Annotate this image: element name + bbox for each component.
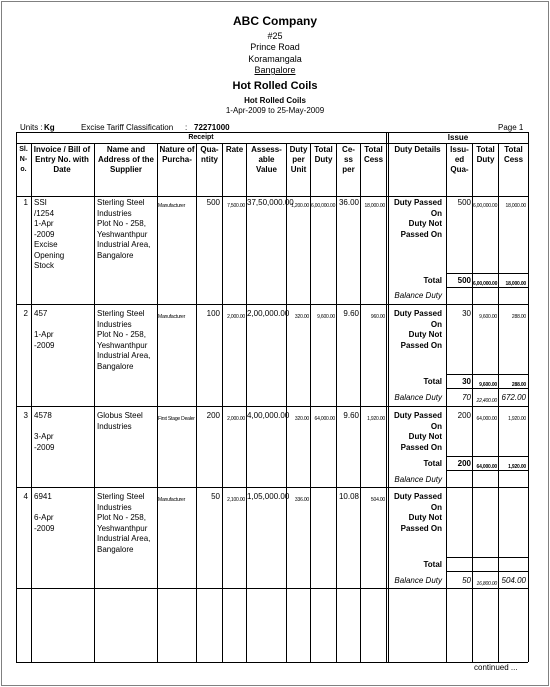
total-cess: 504.00 — [370, 497, 385, 503]
assessable-value: 37,50,000.00 — [247, 198, 294, 207]
invoice-line: Excise — [34, 240, 58, 249]
company-city-wrap — [0, 65, 550, 75]
col-header-supplier: Name and Address of the Supplier — [97, 145, 154, 174]
company-name: ABC Company — [232, 14, 317, 28]
issued-quantity: 30 — [462, 309, 471, 318]
company-city: Bangalore — [254, 65, 296, 75]
cess-per: 10.08 — [338, 492, 359, 501]
total-rule — [446, 374, 528, 375]
total-label: Total — [423, 459, 442, 468]
col-sep — [336, 143, 337, 662]
total-duty: 6,00,000.00 — [311, 203, 336, 209]
issue-total-cess: 1,920.00 — [508, 416, 526, 422]
total-rule — [446, 388, 528, 389]
report-title: Hot Rolled Coils — [232, 80, 318, 92]
supplier-line: Industries — [97, 319, 132, 329]
invoice-line: /1254 — [34, 208, 55, 218]
quantity: 500 — [206, 198, 220, 207]
balance-duty-label: Balance Duty — [394, 393, 442, 402]
supplier-line: Globus Steel — [97, 411, 143, 420]
duty-per-unit: 336.00 — [294, 497, 309, 503]
issue-total-duty: 9,600.00 — [479, 314, 497, 320]
col-header-assessable: Assess- able Value — [251, 145, 282, 174]
entry-separator — [16, 487, 528, 488]
total-cess-sum: 288.00 — [511, 382, 526, 388]
supplier-line: Yeshwanthpur — [97, 340, 148, 350]
total-cess: 18,000.00 — [364, 203, 385, 209]
invoice-line: 3-Apr — [34, 432, 54, 441]
col-header-issued-qty: Issu- ed Qua- — [450, 145, 469, 174]
company-addr3: Koramangala — [248, 54, 302, 64]
col-sep — [31, 143, 32, 662]
duty-details-line: Passed On — [400, 229, 442, 239]
invoice-line: -2009 — [34, 340, 55, 350]
issue-total-cess: 288.00 — [511, 314, 526, 320]
rate: 2,100.00 — [227, 497, 245, 503]
company-addr2: Prince Road — [250, 42, 300, 52]
nature-of-purchase: First Stage Dealer — [158, 416, 195, 422]
rate: 2,000.00 — [227, 416, 245, 422]
quantity: 200 — [206, 411, 220, 420]
page-number: Page 1 — [498, 123, 524, 132]
col-header-total-cess: Total Cess — [363, 145, 384, 164]
invoice-line: 1-Apr — [34, 219, 54, 228]
cess-per: 36.00 — [338, 198, 359, 207]
table-header-rule — [16, 196, 528, 197]
col-header-issue-cess: Total Cess — [503, 145, 524, 164]
tariff-label: Excise Tariff Classification — [81, 123, 174, 132]
total-cess-sum: 1,920.00 — [508, 464, 526, 470]
nature-of-purchase: Manufacturer — [158, 497, 186, 503]
entry-separator — [16, 588, 528, 589]
duty-details-line: On — [430, 319, 442, 329]
invoice-line: 1-Apr — [34, 330, 54, 339]
duty-details-line: Duty Not — [408, 330, 442, 339]
assessable-value: 4,00,000.00 — [247, 411, 290, 420]
cess-per: 9.60 — [343, 309, 359, 318]
row-slno: 1 — [23, 198, 28, 207]
issue-total-duty: 64,000.00 — [476, 416, 497, 422]
supplier-line: Plot No - 258, — [97, 513, 146, 522]
row-slno: 2 — [23, 309, 28, 318]
duty-details-line: On — [430, 502, 442, 512]
duty-details-line: Duty Not — [408, 513, 442, 522]
tariff-sep: : — [185, 123, 188, 132]
total-cess-sum: 18,000.00 — [505, 281, 526, 287]
balance-duty-value: 22,400.00 — [476, 398, 497, 404]
balance-cess-value: 504.00 — [501, 576, 526, 585]
report-period: 1-Apr-2009 to 25-May-2009 — [225, 106, 325, 115]
col-header-invoice: Invoice / Bill of Entry No. with Date — [33, 145, 91, 174]
total-rule — [446, 456, 528, 457]
col-header-total-duty: Total Duty — [314, 145, 333, 164]
duty-details-line: On — [430, 421, 442, 431]
total-label: Total — [423, 276, 442, 285]
quantity: 100 — [206, 309, 220, 318]
invoice-line: 6-Apr — [34, 513, 54, 522]
receipt-group-header: Receipt — [188, 134, 214, 141]
col-header-quantity: Qua- ntity — [200, 145, 219, 164]
col-header-cess-per: Ce- ss per — [342, 145, 355, 174]
duty-per-unit: 1,200.00 — [291, 203, 309, 209]
invoice-line: Stock — [34, 261, 55, 270]
duty-details-line: Duty Passed — [393, 492, 442, 501]
duty-per-unit: 320.00 — [294, 416, 309, 422]
supplier-line: Bangalore — [97, 250, 134, 260]
table-bottom-rule — [16, 662, 528, 663]
supplier-line: Sterling Steel — [97, 492, 145, 501]
duty-per-unit: 320.00 — [294, 314, 309, 320]
col-header-nature: Nature of Purcha- — [159, 145, 195, 164]
col-sep — [528, 132, 529, 662]
entry-separator — [16, 406, 528, 407]
col-header-rate: Rate — [225, 145, 244, 154]
supplier-line: Bangalore — [97, 361, 134, 371]
total-rule — [446, 571, 528, 572]
total-rule — [446, 287, 528, 288]
total-rule — [446, 557, 528, 558]
col-sep — [94, 143, 95, 662]
total-duty: 64,000.00 — [314, 416, 335, 422]
duty-details-line: Duty Not — [408, 219, 442, 228]
cess-per: 9.60 — [343, 411, 359, 420]
supplier-line: Bangalore — [97, 544, 134, 554]
duty-details-line: Passed On — [400, 523, 442, 533]
entry-separator — [16, 304, 528, 305]
col-sep — [157, 143, 158, 662]
col-sep — [386, 132, 387, 662]
duty-details-line: Duty Passed — [393, 309, 442, 318]
units-label: Units : — [20, 123, 43, 132]
duty-details-line: Duty Passed — [393, 411, 442, 420]
quantity: 50 — [211, 492, 220, 501]
invoice-line: 4578 — [34, 411, 52, 420]
supplier-line: Sterling Steel — [97, 309, 145, 318]
invoice-line: 6941 — [34, 492, 52, 501]
total-cess: 960.00 — [370, 314, 385, 320]
duty-details-line: Duty Passed — [393, 198, 442, 207]
balance-quantity: 50 — [462, 576, 471, 585]
col-sep — [16, 132, 17, 662]
supplier-line: Industries — [97, 208, 132, 218]
duty-details-line: Passed On — [400, 340, 442, 350]
total-rule — [446, 273, 528, 274]
supplier-line: Plot No - 258, — [97, 330, 146, 339]
issued-quantity: 500 — [457, 198, 471, 207]
invoice-line: SSI — [34, 198, 47, 207]
balance-quantity: 70 — [462, 393, 471, 402]
col-sep — [196, 143, 197, 662]
supplier-line: Sterling Steel — [97, 198, 145, 207]
row-slno: 4 — [23, 492, 28, 501]
invoice-line: Opening — [34, 250, 65, 260]
issue-total-cess: 18,000.00 — [505, 203, 526, 209]
col-sep — [286, 143, 287, 662]
continued-note: continued ... — [474, 663, 518, 672]
col-sep — [360, 143, 361, 662]
supplier-line: Industrial Area, — [97, 240, 151, 249]
col-header-duty-details: Duty Details — [394, 145, 441, 154]
total-duty-sum: 6,00,000.00 — [473, 281, 498, 287]
assessable-value: 2,00,000.00 — [247, 309, 290, 318]
invoice-line: 457 — [34, 309, 48, 318]
issue-group-header: Issue — [447, 133, 469, 142]
supplier-line: Industrial Area, — [97, 534, 151, 543]
assessable-value: 1,05,000.00 — [247, 492, 290, 501]
units-value: Kg — [44, 123, 55, 132]
total-label: Total — [423, 377, 442, 386]
col-sep — [246, 143, 247, 662]
invoice-line: -2009 — [34, 229, 55, 239]
total-quantity: 30 — [462, 377, 471, 386]
supplier-line: Industrial Area, — [97, 351, 151, 360]
col-sep — [222, 143, 223, 662]
issue-total-duty: 6,00,000.00 — [473, 203, 498, 209]
table-group-rule — [16, 143, 528, 144]
total-label: Total — [423, 560, 442, 569]
rate: 2,000.00 — [227, 314, 245, 320]
report-subtitle: Hot Rolled Coils — [244, 96, 306, 105]
col-header-duty-unit: Duty per Unit — [289, 145, 308, 174]
invoice-line: -2009 — [34, 523, 55, 533]
balance-cess-value: 672.00 — [501, 393, 526, 402]
duty-details-line: Passed On — [400, 442, 442, 452]
balance-duty-label: Balance Duty — [394, 475, 442, 484]
total-duty: 9,600.00 — [317, 314, 335, 320]
supplier-line: Industries — [97, 502, 132, 512]
tariff-value: 72271000 — [194, 123, 230, 132]
total-quantity: 500 — [457, 276, 471, 285]
balance-duty-value: 16,800.00 — [476, 581, 497, 587]
total-cess: 1,920.00 — [367, 416, 385, 422]
total-duty-sum: 64,000.00 — [476, 464, 497, 470]
col-header-issue-duty: Total Duty — [476, 145, 495, 164]
supplier-line: Plot No - 258, — [97, 219, 146, 228]
balance-duty-label: Balance Duty — [394, 576, 442, 585]
duty-details-line: Duty Not — [408, 432, 442, 441]
company-addr1: #25 — [267, 31, 283, 41]
duty-details-line: On — [430, 208, 442, 218]
supplier-line: Yeshwanthpur — [97, 229, 148, 239]
rate: 7,500.00 — [227, 203, 245, 209]
issued-quantity: 200 — [457, 411, 471, 420]
supplier-line: Industries — [97, 421, 132, 431]
nature-of-purchase: Manufacturer — [158, 314, 186, 320]
col-sep — [310, 143, 311, 662]
row-slno: 3 — [23, 411, 28, 420]
balance-duty-label: Balance Duty — [394, 291, 442, 300]
total-duty-sum: 9,600.00 — [479, 382, 497, 388]
nature-of-purchase: Manufacturer — [158, 203, 186, 209]
supplier-line: Yeshwanthpur — [97, 523, 148, 533]
total-quantity: 200 — [457, 459, 471, 468]
col-header-slno: Sl. N- o. — [19, 146, 28, 173]
invoice-line: -2009 — [34, 442, 55, 452]
total-rule — [446, 470, 528, 471]
